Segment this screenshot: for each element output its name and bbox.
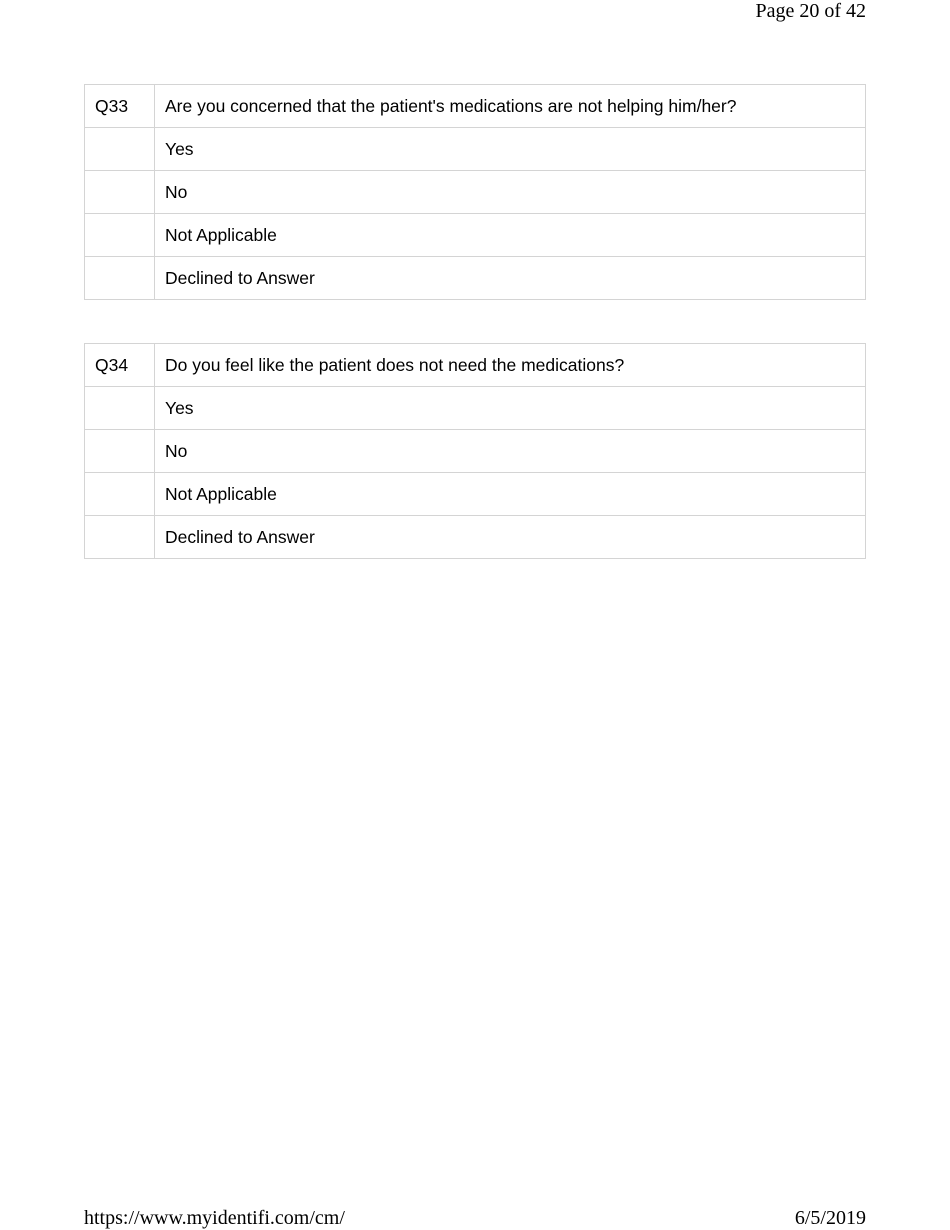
option-row [85, 128, 866, 171]
option-not-applicable: Not Applicable [155, 473, 866, 516]
option-marker-cell [85, 473, 155, 516]
question-table-q33 [84, 84, 866, 300]
option-marker-cell [85, 516, 155, 559]
option-marker-cell [85, 257, 155, 300]
option-declined: Declined to Answer [155, 516, 866, 559]
option-row [85, 214, 866, 257]
question-text: Do you feel like the patient does not need the medications? [155, 344, 866, 387]
option-no: No [155, 430, 866, 473]
option-row [85, 473, 866, 516]
footer-date: 6/5/2019 [794, 1207, 866, 1229]
option-marker-cell [85, 128, 155, 171]
option-row [85, 171, 866, 214]
option-row [85, 516, 866, 559]
option-not-applicable: Not Applicable [155, 214, 866, 257]
option-declined: Declined to Answer [155, 257, 866, 300]
option-marker-cell [85, 387, 155, 430]
option-row [85, 387, 866, 430]
page-number: Page 20 of 42 [755, 0, 866, 22]
question-id: Q34 [85, 344, 155, 387]
question-table-q34 [84, 343, 866, 559]
option-row [85, 257, 866, 300]
question-row [85, 344, 866, 387]
option-marker-cell [85, 214, 155, 257]
question-text: Are you concerned that the patient's medications are not helping him/her? [155, 85, 866, 128]
footer-url: https://www.myidentifi.com/cm/ [84, 1207, 345, 1229]
option-yes: Yes [155, 387, 866, 430]
question-row [85, 85, 866, 128]
option-row [85, 430, 866, 473]
option-marker-cell [85, 430, 155, 473]
option-marker-cell [85, 171, 155, 214]
question-id: Q33 [85, 85, 155, 128]
option-yes: Yes [155, 128, 866, 171]
option-no: No [155, 171, 866, 214]
